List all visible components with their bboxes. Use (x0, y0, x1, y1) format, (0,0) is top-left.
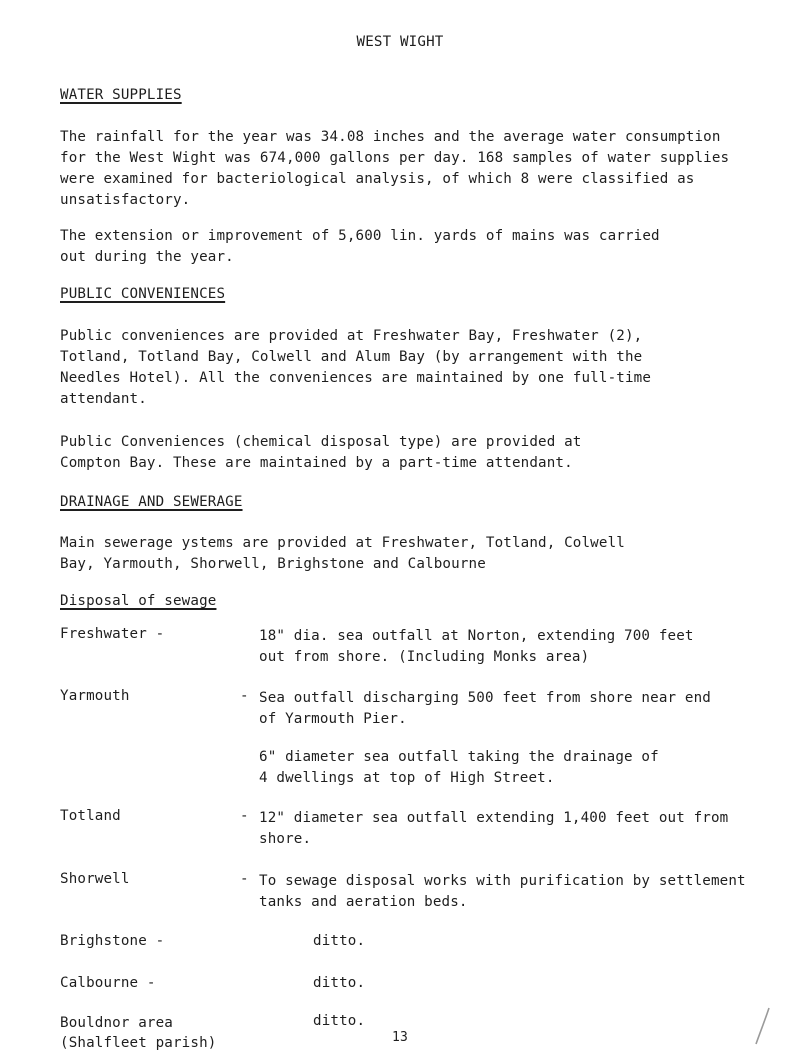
drainage-sewerage-heading: DRAINAGE AND SEWERAGE (60, 494, 243, 510)
drainage-sewerage-paragraph: Main sewerage ystems are provided at Freshwater, Totland, Colwell Bay, Yarmouth, Shorwell, Brighstone and Calbourne (60, 535, 625, 572)
place-bouldnor-area: Bouldnor area (Shalfleet parish) (60, 1015, 217, 1051)
place-freshwater: Freshwater - (60, 626, 165, 642)
pen-mark-icon (752, 1006, 772, 1046)
place-yarmouth: Yarmouth (60, 688, 130, 704)
yarmouth-description-2: 6" diameter sea outfall taking the drainage of 4 dwellings at top of High Street. (259, 749, 659, 786)
shorwell-description: To sewage disposal works with purification by settlement tanks and aeration beds. (259, 873, 746, 910)
page-number: 13 (392, 1030, 408, 1045)
freshwater-description: 18" dia. sea outfall at Norton, extending 700 feet out from shore. (Including Monks area) (259, 628, 694, 665)
place-brighstone: Brighstone - (60, 933, 165, 949)
public-conveniences-heading: PUBLIC CONVENIENCES (60, 286, 226, 302)
yarmouth-description: Sea outfall discharging 500 feet from shore near end of Yarmouth Pier. (259, 690, 711, 727)
page-title: WEST WIGHT (356, 34, 444, 50)
water-supplies-paragraph-2: The extension or improvement of 5,600 lin. yards of mains was carried out during the year. (60, 228, 660, 265)
place-calbourne: Calbourne - (60, 975, 156, 991)
place-totland: Totland (60, 808, 121, 824)
brighstone-ditto: ditto. (313, 933, 366, 949)
shorwell-dash: - (240, 871, 249, 887)
calbourne-ditto: ditto. (313, 975, 366, 991)
totland-description: 12" diameter sea outfall extending 1,400 feet out from shore. (259, 810, 729, 847)
totland-dash: - (240, 808, 249, 824)
disposal-of-sewage-subheading: Disposal of sewage (60, 593, 217, 609)
bouldnor-ditto: ditto. (313, 1013, 366, 1029)
yarmouth-dash: - (240, 688, 249, 704)
water-supplies-paragraph-1: The rainfall for the year was 34.08 inches and the average water consumption for the West Wight was 674,000 gallons per day. 168 samples of water supplies were examined for bacteriological analysis, of which 8 were classified as unsatisfactory. (60, 129, 730, 208)
public-conveniences-paragraph-1: Public conveniences are provided at Freshwater Bay, Freshwater (2), Totland, Totland Bay, Colwell and Alum Bay (by arrangement with the Needles Hotel). All the conveniences are maintained by one full-time attendant. (60, 328, 652, 407)
water-supplies-heading: WATER SUPPLIES (60, 87, 182, 103)
place-shorwell: Shorwell (60, 871, 130, 887)
public-conveniences-paragraph-2: Public Conveniences (chemical disposal type) are provided at Compton Bay. These are maintained by a part-time attendant. (60, 434, 582, 471)
